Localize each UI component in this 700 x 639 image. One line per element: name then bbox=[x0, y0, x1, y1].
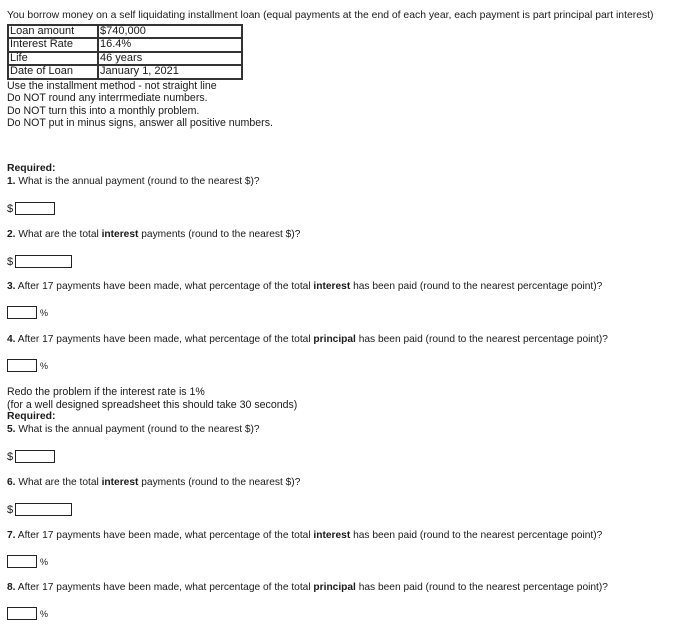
date-of-loan-value: January 1, 2021 bbox=[98, 65, 242, 79]
percent-sign: % bbox=[40, 608, 49, 619]
answer-7-row bbox=[7, 555, 48, 568]
dollar-sign: $ bbox=[7, 503, 14, 516]
percent-sign: % bbox=[40, 360, 49, 371]
question-text-post: has been paid (round to the nearest percentage point)? bbox=[355, 582, 608, 593]
note-no-minus: Do NOT put in minus signs, answer all positive numbers. bbox=[7, 117, 273, 130]
life-value: 46 years bbox=[98, 52, 242, 66]
question-number: 3. bbox=[7, 281, 16, 292]
question-text: What is the annual payment (round to the nearest $)? bbox=[18, 176, 260, 187]
question-text-bold: interest bbox=[313, 530, 351, 541]
loan-amount-value: $740,000 bbox=[98, 25, 242, 39]
interest-rate-value: 16.4% bbox=[98, 38, 242, 52]
question-3 bbox=[7, 281, 602, 294]
question-text-bold: interest bbox=[101, 229, 139, 240]
answer-5-input[interactable] bbox=[15, 450, 55, 463]
answer-4-input[interactable] bbox=[7, 359, 37, 372]
redo-line-1: Redo the problem if the interest rate is 1% bbox=[7, 386, 205, 398]
question-number: 5. bbox=[7, 424, 16, 435]
answer-3-input[interactable] bbox=[7, 306, 37, 319]
note-installment: Use the installment method - not straight line bbox=[7, 79, 217, 92]
question-text-post: has been paid (round to the nearest percentage point)? bbox=[350, 530, 603, 541]
question-text-pre: What are the total bbox=[18, 229, 102, 240]
intro-text: You borrow money on a self liquidating installment loan (equal payments at the end of each year, each payment is part principal part interest) bbox=[7, 10, 654, 21]
answer-2-input[interactable] bbox=[15, 255, 72, 268]
question-2 bbox=[7, 229, 300, 242]
question-text-pre: After 17 payments have been made, what percentage of the total bbox=[17, 334, 314, 345]
percent-sign: % bbox=[40, 307, 49, 318]
question-text-post: payments (round to the nearest $)? bbox=[138, 229, 301, 240]
question-text-pre: What are the total bbox=[18, 477, 102, 488]
answer-3-row bbox=[7, 306, 48, 319]
question-number: 4. bbox=[7, 334, 16, 345]
table-row bbox=[8, 52, 242, 66]
answer-6-row bbox=[7, 503, 72, 516]
life-label: Life bbox=[8, 52, 98, 66]
question-text-post: has been paid (round to the nearest percentage point)? bbox=[355, 334, 608, 345]
table-row bbox=[8, 25, 242, 39]
question-number: 7. bbox=[7, 530, 16, 541]
question-8 bbox=[7, 582, 608, 595]
question-text-pre: After 17 payments have been made, what percentage of the total bbox=[17, 530, 314, 541]
answer-5-row bbox=[7, 450, 55, 463]
date-of-loan-label: Date of Loan bbox=[8, 65, 98, 79]
problem-page bbox=[7, 10, 693, 130]
question-text-post: has been paid (round to the nearest percentage point)? bbox=[350, 281, 603, 292]
answer-6-input[interactable] bbox=[15, 503, 72, 516]
answer-8-row bbox=[7, 607, 48, 620]
answer-2-row bbox=[7, 255, 72, 268]
question-4 bbox=[7, 334, 608, 347]
question-number: 6. bbox=[7, 477, 16, 488]
answer-1-row bbox=[7, 202, 55, 215]
question-text-pre: After 17 payments have been made, what percentage of the total bbox=[17, 582, 314, 593]
dollar-sign: $ bbox=[7, 202, 14, 215]
question-text-bold: principal bbox=[313, 582, 356, 593]
answer-1-input[interactable] bbox=[15, 202, 55, 215]
loan-amount-label: Loan amount bbox=[8, 25, 98, 39]
question-text-bold: interest bbox=[313, 281, 351, 292]
required-heading-1: Required: bbox=[7, 163, 56, 174]
question-text-bold: interest bbox=[101, 477, 139, 488]
loan-details-table bbox=[7, 24, 243, 80]
redo-line-2: (for a well designed spreadsheet this should take 30 seconds) bbox=[7, 399, 298, 411]
answer-8-input[interactable] bbox=[7, 607, 37, 620]
question-text: What is the annual payment (round to the nearest $)? bbox=[18, 424, 260, 435]
required-heading-2: Required: bbox=[7, 411, 56, 422]
question-5 bbox=[7, 424, 260, 437]
question-number: 8. bbox=[7, 582, 16, 593]
answer-7-input[interactable] bbox=[7, 555, 37, 568]
question-7 bbox=[7, 530, 602, 543]
table-row bbox=[8, 38, 242, 52]
dollar-sign: $ bbox=[7, 450, 14, 463]
note-no-monthly: Do NOT turn this into a monthly problem. bbox=[7, 104, 200, 117]
question-text-post: payments (round to the nearest $)? bbox=[138, 477, 301, 488]
question-text-pre: After 17 payments have been made, what percentage of the total bbox=[17, 281, 314, 292]
answer-4-row bbox=[7, 359, 48, 372]
interest-rate-label: Interest Rate bbox=[8, 38, 98, 52]
dollar-sign: $ bbox=[7, 255, 14, 268]
question-number: 2. bbox=[7, 229, 16, 240]
table-row bbox=[8, 65, 242, 79]
question-6 bbox=[7, 477, 300, 490]
question-number: 1. bbox=[7, 176, 16, 187]
note-no-rounding: Do NOT round any interrmediate numbers. bbox=[7, 92, 208, 105]
question-1 bbox=[7, 176, 260, 189]
percent-sign: % bbox=[40, 556, 49, 567]
question-text-bold: principal bbox=[313, 334, 356, 345]
